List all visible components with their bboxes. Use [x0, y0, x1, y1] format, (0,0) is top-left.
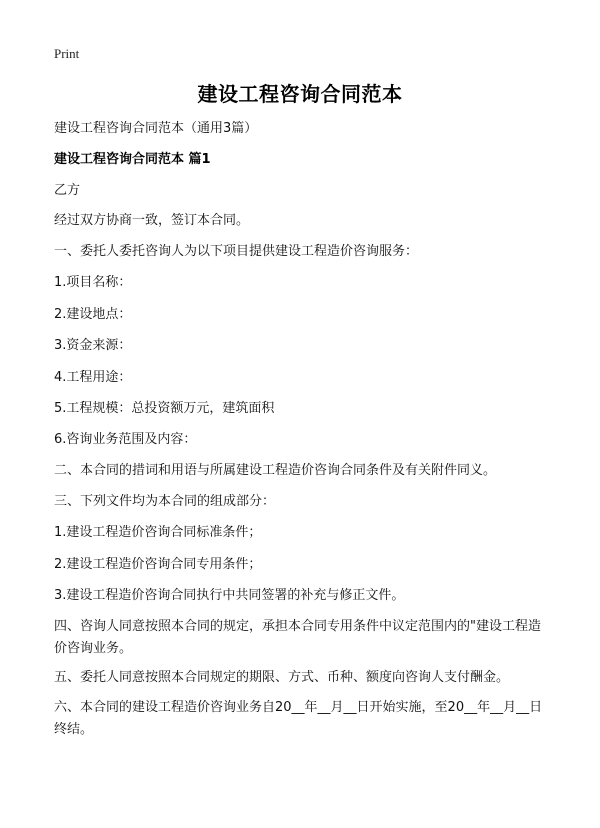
- doc-item-3: 3.建设工程造价咨询合同执行中共同签署的补充与修正文件。: [54, 588, 405, 603]
- print-link[interactable]: Print: [54, 46, 80, 61]
- item-scope: 6.咨询业务范围及内容：: [54, 432, 197, 447]
- item-funding: 3.资金来源：: [54, 338, 132, 353]
- item-scale: 5.工程规模：总投资额万元，建筑面积: [54, 401, 275, 416]
- doc-item-1: 1.建设工程造价咨询合同标准条件；: [54, 525, 262, 540]
- item-project-name: 1.项目名称：: [54, 275, 132, 290]
- clause-2: 二、本合同的措词和用语与所属建设工程造价咨询合同条件及有关附件同义。: [54, 463, 497, 478]
- document-title: 建设工程咨询合同范本: [197, 82, 403, 106]
- clause-3: 三、下列文件均为本合同的组成部分：: [54, 494, 276, 509]
- clause-1: 一、委托人委托咨询人为以下项目提供建设工程造价咨询服务：: [54, 244, 419, 259]
- clause-5: 五、委托人同意按照本合同规定的期限、方式、币种、额度向咨询人支付酬金。: [54, 670, 510, 685]
- paragraph-agreement: 经过双方协商一致，签订本合同。: [54, 213, 250, 228]
- clause-6: 六、本合同的建设工程造价咨询业务自20__年__月__日开始实施，至20__年__月__日终结。: [54, 700, 543, 737]
- document-subtitle: 建设工程咨询合同范本（通用3篇）: [54, 121, 258, 136]
- section-heading: 建设工程咨询合同范本 篇1: [54, 152, 211, 167]
- item-location: 2.建设地点：: [54, 307, 132, 322]
- clause-4: 四、咨询人同意按照本合同的规定，承担本合同专用条件中议定范围内的"建设工程造价咨询业务。: [54, 619, 541, 656]
- item-usage: 4.工程用途：: [54, 370, 132, 385]
- doc-item-2: 2.建设工程造价咨询合同专用条件；: [54, 557, 262, 572]
- paragraph-party-b: 乙方: [54, 183, 81, 198]
